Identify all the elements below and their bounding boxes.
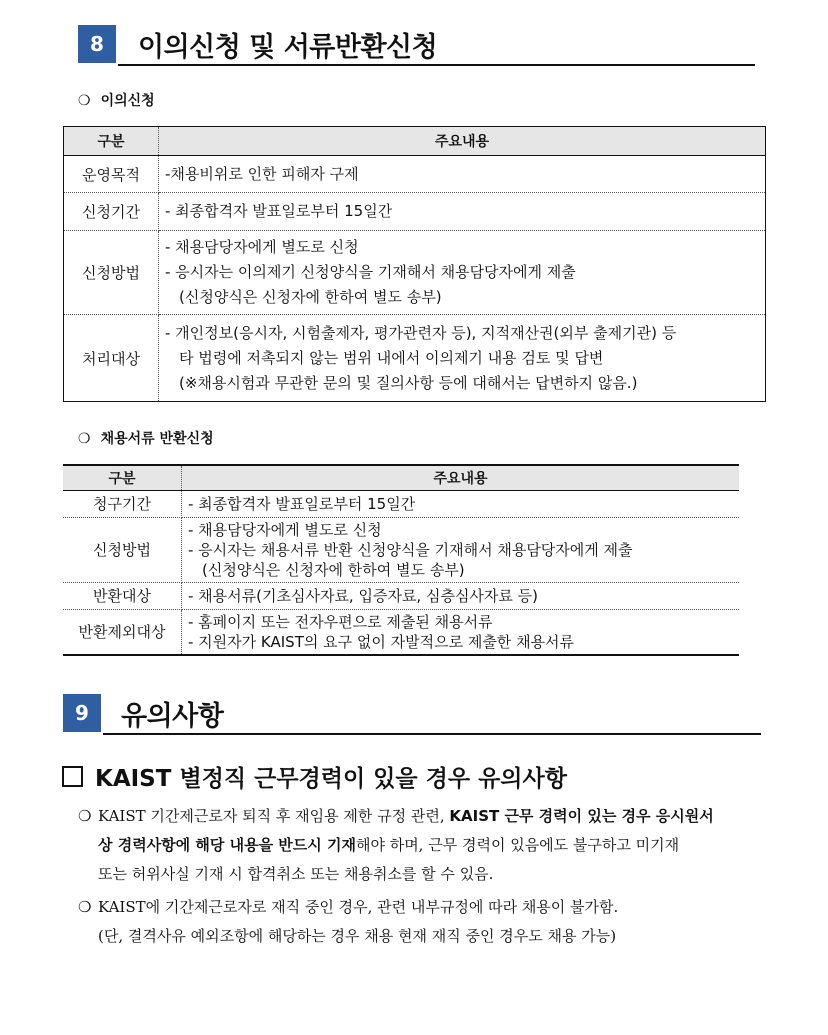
row-line: 타 법령에 저촉되지 않는 범위 내에서 이의제기 내용 검토 및 답변 — [179, 348, 604, 367]
note-text: KAIST에 기간제근로자로 재직 중인 경우, 관련 내부규정에 따라 채용이 불가함. — [98, 898, 619, 916]
header-category: 구분 — [63, 465, 182, 490]
row-label: 신청기간 — [64, 193, 159, 231]
note-text: 또는 허위사실 기재 시 합격취소 또는 채용취소를 할 수 있음. — [98, 865, 494, 883]
row-label: 처리대상 — [64, 315, 159, 402]
row-label: 청구기간 — [63, 490, 182, 517]
note-text: KAIST 기간제근로자 퇴직 후 재임용 제한 규정 관련, — [98, 807, 450, 825]
table-row — [63, 582, 739, 609]
row-label: 반환제외대상 — [63, 609, 182, 655]
return-docs-table — [63, 464, 739, 656]
header-content: 주요내용 — [159, 127, 766, 156]
note-text: 해야 하며, 근무 경력이 있음에도 불구하고 미기재 — [355, 836, 680, 854]
table-row — [63, 609, 739, 655]
circle-bullet-icon: ❍ — [78, 431, 91, 447]
checkbox-square-icon — [62, 766, 83, 787]
circle-bullet-icon: ❍ — [78, 93, 91, 109]
section-underline — [103, 733, 761, 735]
row-line: (신청양식은 신청자에 한하여 별도 송부) — [202, 560, 465, 579]
row-label: 반환대상 — [63, 582, 182, 609]
section-number-badge: 9 — [63, 694, 101, 732]
row-line: - 응시자는 이의제기 신청양식을 기재해서 채용담당자에게 제출 — [165, 263, 576, 281]
row-line: - 지원자가 KAIST의 요구 없이 자발적으로 제출한 채용서류 — [188, 632, 575, 651]
table-row — [64, 193, 766, 231]
row-line: (※채용시험과 무관한 문의 및 질의사항 등에 대해서는 답변하지 않음.) — [179, 373, 638, 392]
row-label: 운영목적 — [64, 156, 159, 193]
circle-bullet-icon: ❍ — [78, 807, 92, 825]
row-line: - 최종합격자 발표일로부터 15일간 — [165, 202, 393, 220]
table-row — [64, 231, 766, 315]
note-bold-text: KAIST 근무 경력이 있는 경우 응시원서 — [449, 807, 714, 825]
note-text: (단, 결격사유 예외조항에 해당하는 경우 채용 현재 재직 중인 경우도 채용 가능) — [98, 927, 617, 945]
table-row — [63, 517, 739, 582]
section-title: 유의사항 — [121, 700, 224, 732]
table-row — [64, 315, 766, 402]
table-row — [64, 156, 766, 193]
caution-heading-text: KAIST 별정직 근무경력이 있을 경우 유의사항 — [95, 766, 567, 792]
section-8-header — [78, 24, 437, 64]
caution-note-2 — [78, 893, 768, 951]
subsection-heading-text: 채용서류 반환신청 — [100, 431, 214, 447]
caution-heading — [62, 760, 567, 793]
row-line: - 최종합격자 발표일로부터 15일간 — [188, 494, 416, 513]
row-line: -채용비위로 인한 피해자 구제 — [165, 164, 359, 183]
row-line: - 채용담당자에게 별도로 신청 — [165, 238, 359, 256]
row-line: (신청양식은 신청자에 한하여 별도 송부) — [179, 288, 442, 306]
subsection-heading-text: 이의신청 — [100, 93, 155, 109]
table-row — [63, 490, 739, 517]
row-line: - 응시자는 채용서류 반환 신청양식을 기재해서 채용담당자에게 제출 — [188, 540, 633, 559]
subsection-heading-objection — [78, 90, 155, 110]
header-content: 주요내용 — [182, 465, 740, 490]
row-line: - 채용서류(기초심사자료, 입증자료, 심층심사자료 등) — [188, 586, 539, 605]
subsection-heading-return — [78, 428, 214, 448]
table-header-row — [63, 465, 739, 490]
row-label: 신청방법 — [64, 231, 159, 315]
table-header-row — [64, 127, 766, 156]
row-line: - 홈페이지 또는 전자우편으로 제출된 채용서류 — [188, 612, 493, 631]
row-line: - 개인정보(응시자, 시험출제자, 평가관련자 등), 지적재산권(외부 출제기관) 등 — [165, 323, 677, 342]
row-label: 신청방법 — [63, 517, 182, 582]
section-number-badge: 8 — [78, 25, 116, 63]
objection-table — [63, 126, 766, 402]
row-line: - 채용담당자에게 별도로 신청 — [188, 520, 382, 539]
circle-bullet-icon: ❍ — [78, 898, 92, 916]
header-category: 구분 — [64, 127, 159, 156]
note-bold-text: 상 경력사항에 해당 내용을 반드시 기재 — [98, 836, 356, 854]
section-9-header — [63, 693, 223, 733]
section-title: 이의신청 및 서류반환신청 — [138, 31, 438, 63]
caution-note-1 — [78, 802, 768, 889]
section-underline — [118, 64, 755, 66]
